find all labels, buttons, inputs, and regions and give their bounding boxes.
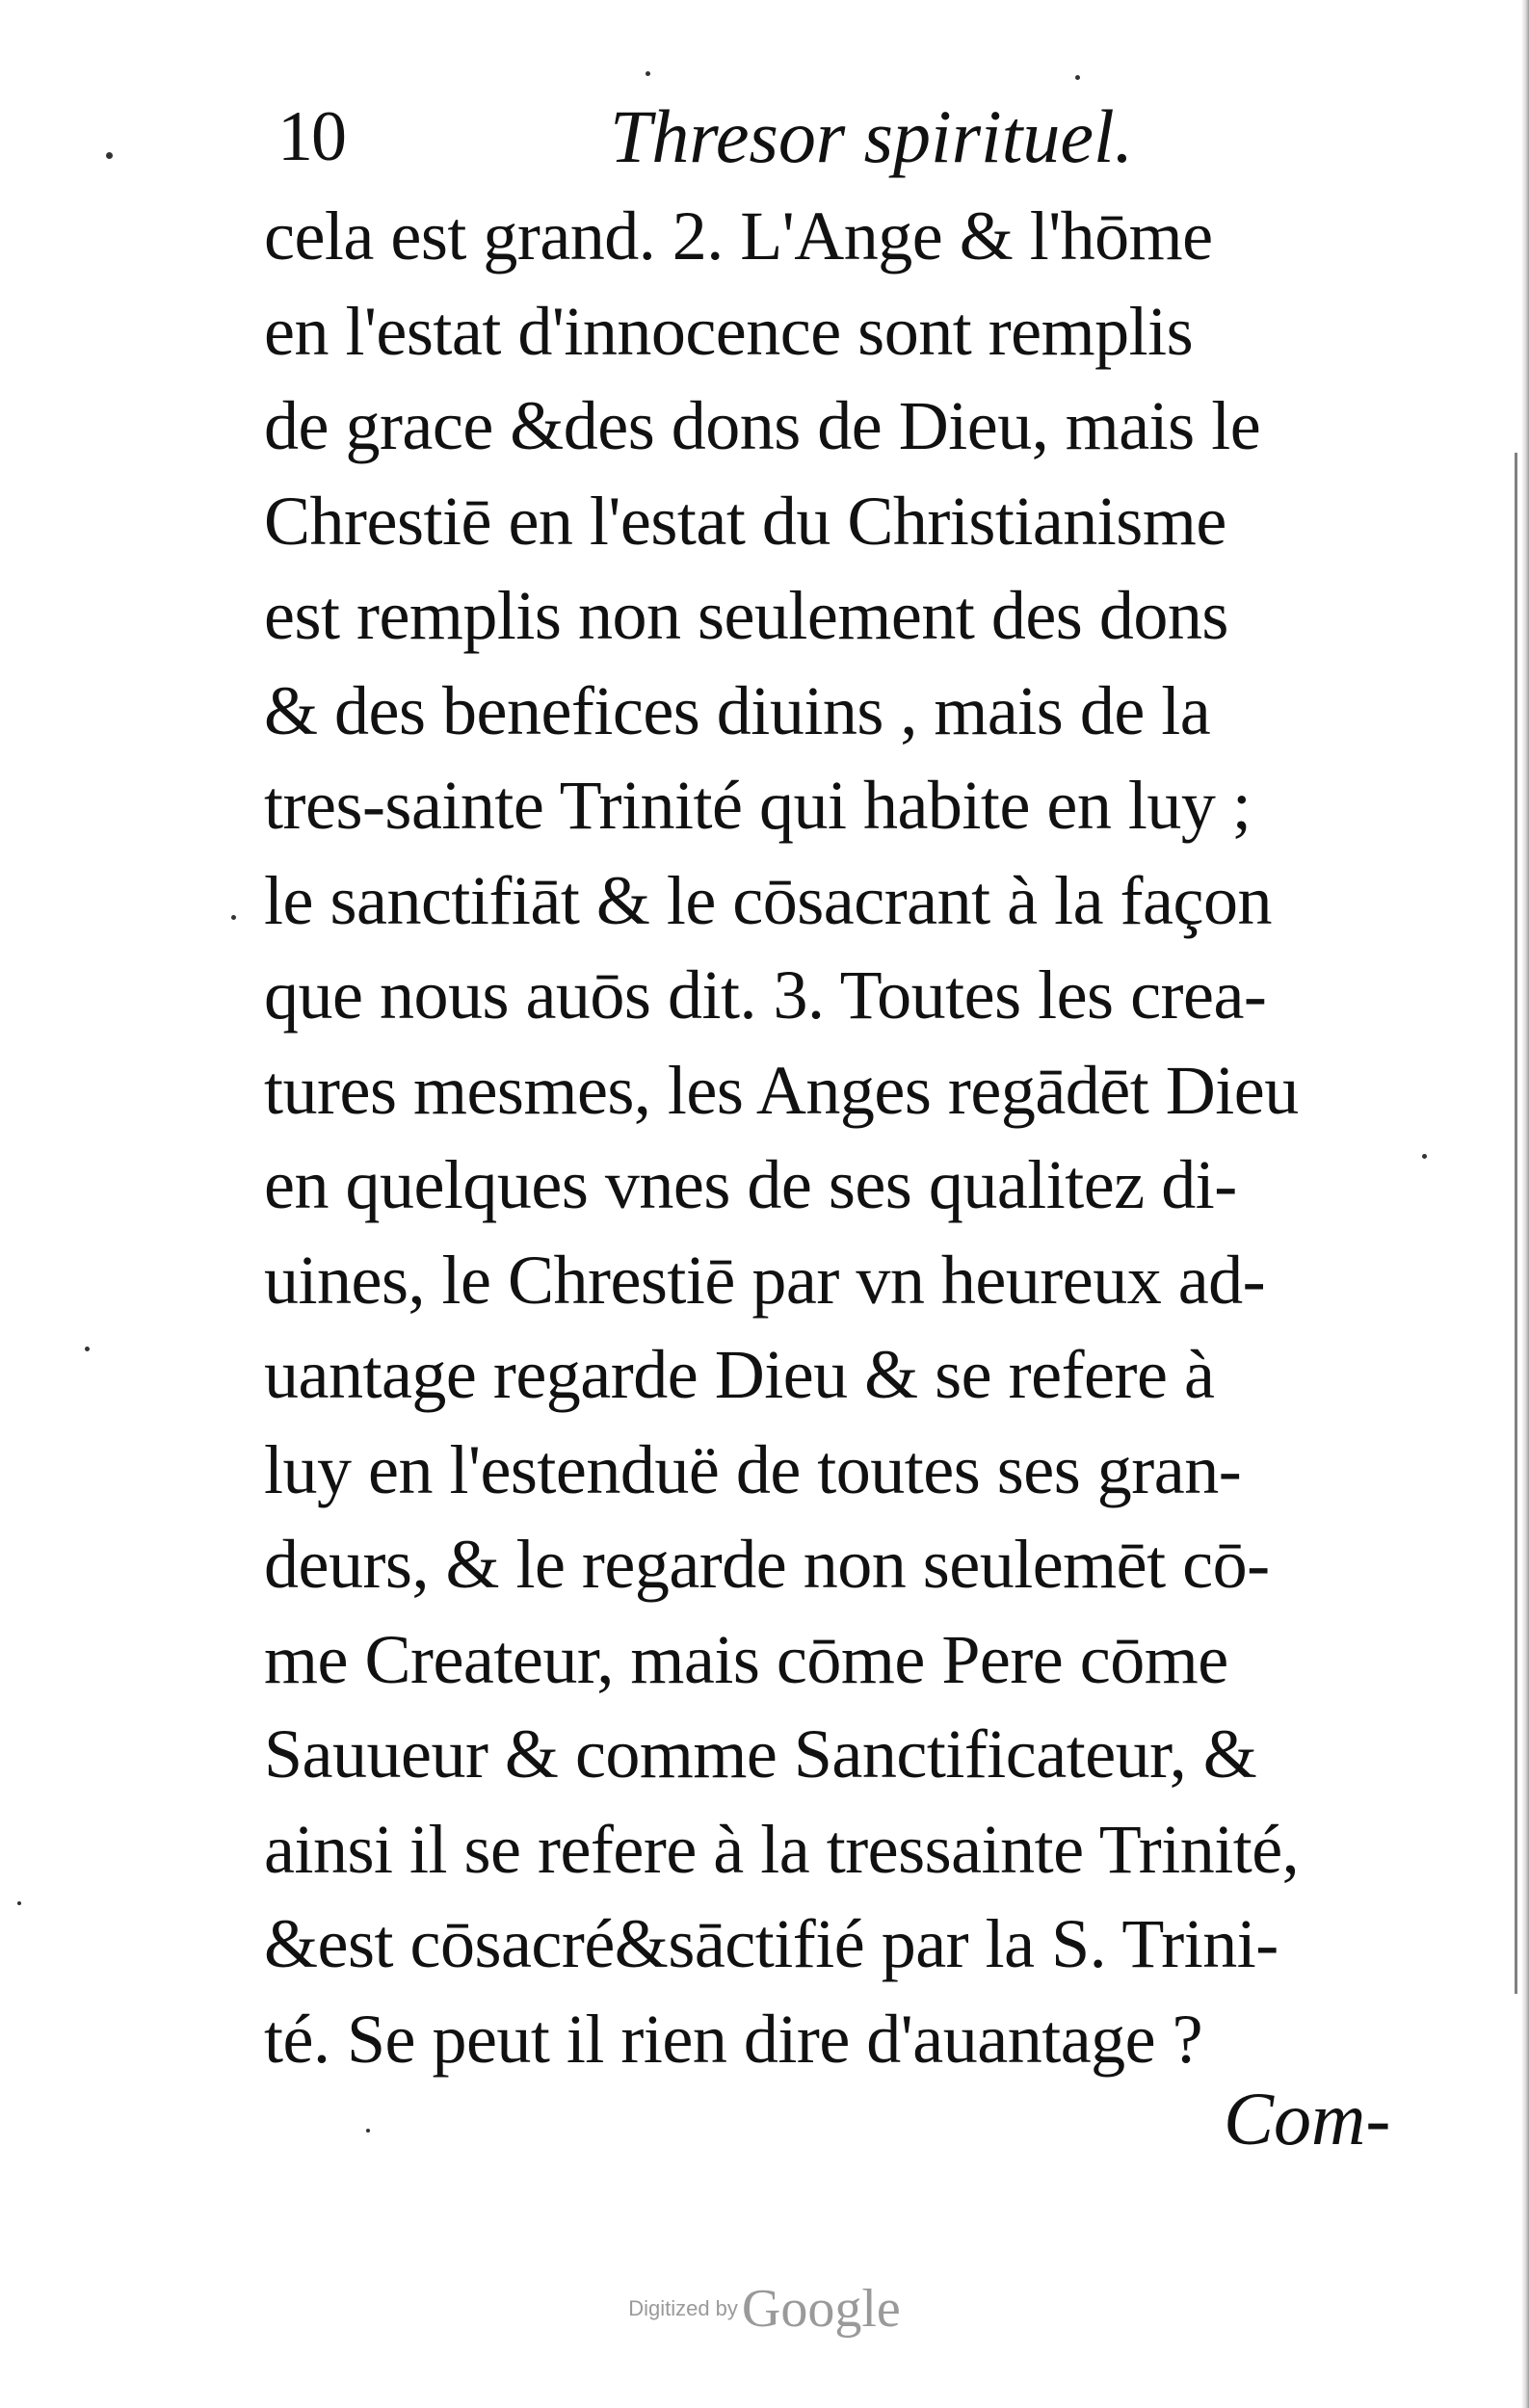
print-speck <box>17 1901 21 1905</box>
text-line: Chrestiē en l'estat du Christianisme <box>264 482 1226 560</box>
print-speck <box>85 1347 90 1351</box>
text-line: que nous auōs dit. 3. Toutes les crea- <box>264 956 1267 1034</box>
text-line: de grace &des dons de Dieu, mais le <box>264 387 1261 464</box>
print-speck <box>231 915 236 920</box>
body-text <box>264 189 1401 2086</box>
page-number: 10 <box>277 97 345 176</box>
print-speck <box>1422 1154 1427 1159</box>
text-line: tures mesmes, les Anges regādēt Dieu <box>264 1051 1299 1129</box>
text-line: le sanctifiāt & le cōsacrant à la façon <box>264 861 1272 939</box>
digitized-watermark <box>0 2278 1529 2340</box>
text-line: uantage regarde Dieu & se refere à <box>264 1336 1215 1413</box>
text-line: deurs, & le regarde non seulemēt cō- <box>264 1526 1270 1603</box>
text-line: &est cōsacré&sāctifié par la S. Trini- <box>264 1905 1279 1982</box>
print-speck <box>1075 75 1080 80</box>
print-speck <box>366 2129 370 2133</box>
digitized-prefix: Digitized by <box>628 2296 738 2320</box>
text-line: en quelques vnes de ses qualitez di- <box>264 1146 1237 1223</box>
text-line: uines, le Chrestiē par vn heureux ad- <box>264 1241 1266 1319</box>
text-line: tres-sainte Trinité qui habite en luy ; <box>264 767 1252 844</box>
text-line: té. Se peut il rien dire d'auantage ? <box>264 2000 1203 2078</box>
running-title: Thresor spirituel. <box>610 94 1134 178</box>
print-speck <box>106 152 113 159</box>
text-line: ainsi il se refere à la tressainte Trinité, <box>264 1810 1300 1888</box>
text-line: cela est grand. 2. L'Ange & l'hōme <box>264 197 1213 275</box>
text-line: en l'estat d'innocence sont remplis <box>264 292 1194 370</box>
text-line: luy en l'estenduë de toutes ses gran- <box>264 1430 1242 1508</box>
text-line: est remplis non seulement des dons <box>264 577 1228 654</box>
binding-line <box>1515 453 1517 1994</box>
text-line: & des benefices diuins , mais de la <box>264 671 1211 749</box>
google-wordmark: Google <box>741 2279 901 2339</box>
print-speck <box>646 71 650 76</box>
page-edge-shadow <box>1521 0 1529 2408</box>
text-line: me Createur, mais cōme Pere cōme <box>264 1620 1228 1698</box>
running-head <box>277 89 1270 185</box>
text-line: Sauueur & comme Sanctificateur, & <box>264 1715 1257 1793</box>
catchword: Com- <box>1224 2077 1391 2160</box>
